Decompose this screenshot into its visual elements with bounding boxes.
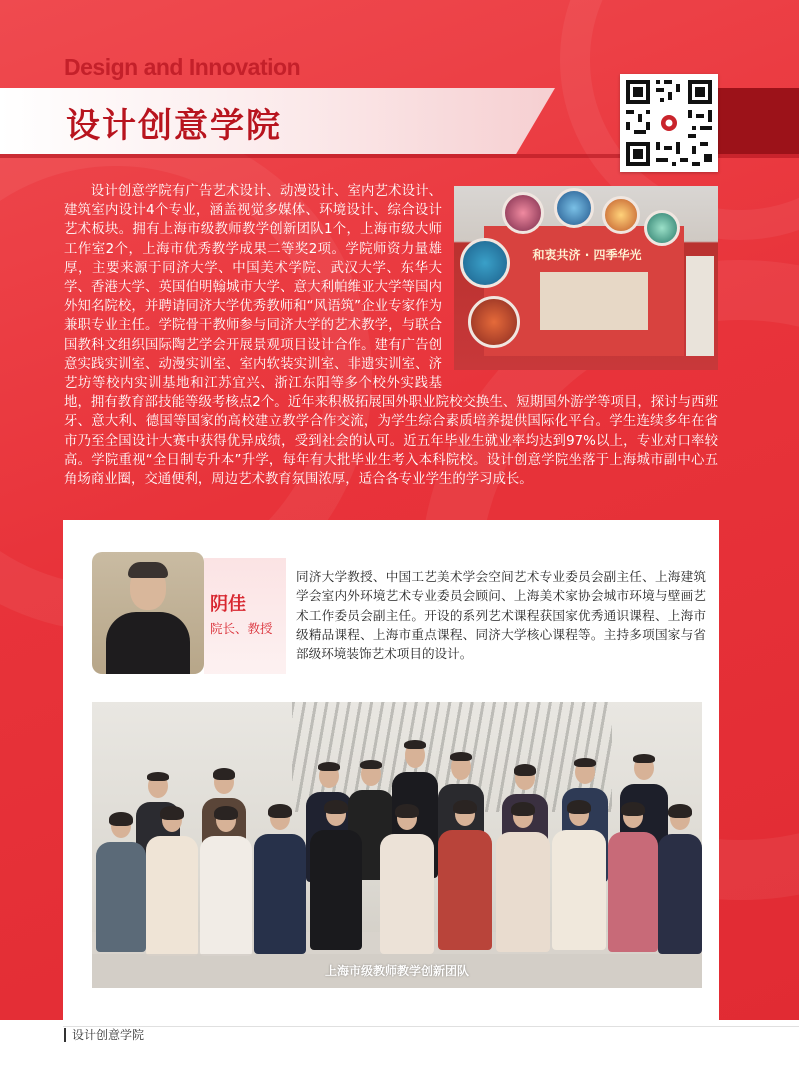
person: [96, 812, 146, 952]
person: [552, 800, 606, 950]
person: [146, 806, 198, 956]
person: [200, 806, 252, 956]
footer-divider: [63, 1026, 799, 1027]
english-title: Design and Innovation: [64, 54, 301, 80]
footer-label: 设计创意学院: [64, 1028, 144, 1042]
exhibition-banner-text: 和衷共济 · 四季华光: [532, 248, 642, 262]
dean-bio: 同济大学教授、中国工艺美术学会空间艺术专业委员会副主任、上海建筑学会室内外环境艺术专业委员会顾问、上海美术家协会城市环境与壁画艺术工作委员会副主任。开设的系列艺术课程获国家优秀通识课程、上海市级精品课程、上海市重点课程、同济大学核心课程等。主持多项国家与省部级环境装饰艺术项目的设计。: [296, 569, 706, 662]
group-photo: [92, 702, 702, 988]
person: [496, 802, 550, 952]
dean-name: 阴佳: [210, 594, 246, 615]
person: [380, 804, 434, 954]
dean-portrait: [92, 552, 204, 674]
header-dark-band: [705, 88, 799, 154]
exhibition-building-image: [454, 186, 718, 370]
person: [310, 800, 362, 950]
person: [608, 802, 658, 952]
qr-code-icon[interactable]: [620, 74, 718, 172]
exhibition-board: [540, 272, 648, 330]
window-panel: [686, 256, 714, 356]
artwork-plate: [602, 196, 640, 234]
exhibition-photo: [454, 186, 718, 370]
person: [254, 804, 306, 954]
person: [658, 804, 702, 954]
portrait-hair: [128, 562, 168, 578]
page-title: 设计创意学院: [66, 106, 282, 146]
name-tag-background: [204, 558, 286, 674]
artwork-plate: [502, 192, 544, 234]
artwork-plate: [554, 188, 594, 228]
group-photo-caption: 上海市级教师教学创新团队: [324, 964, 469, 978]
artwork-plate: [468, 296, 520, 348]
intro-section: [64, 182, 718, 489]
portrait-body: [106, 612, 190, 674]
artwork-plate: [460, 238, 510, 288]
person: [438, 800, 492, 950]
intro-paragraph: 设计创意学院有广告艺术设计、动漫设计、室内艺术设计、建筑室内设计4个专业，涵盖视觉多媒体、环境设计、综合设计艺术板块。拥有上海市级教师教学创新团队1个，上海市级大师工作室2个，上海市优秀教学成果二等奖2项。学院师资力量雄厚，主要来源于同济大学、中国美术学院、武汉大学、东华大学、香港大学、英国伯明翰城市大学、意大利帕维亚大学等国内外知名院校，并聘请同济大学优秀教师和“风语筑”企业专家作为兼职专业主任。学院骨干教师参与同济大学的艺术教学，与联合国教科文组织国际陶艺学会开展景观项目设计合作。建有广告创意实践实训室、动漫实训室、室内软装实训室、非遗实训室、济艺坊等校内实训基地和江苏宜兴、浙江东阳等多个校外实践基地，拥有教育部技能等级考核点2个。近年来积极拓展国外职业院校交换生、短期国外游学等项目，探讨与西班牙、意大利、德国等国家的高校建立教学合作交流，为学生综合素质培养提供国际化平台。学生连续多年在省市乃至全国设计大赛中获得优异成绩，受到社会的认可。近五年毕业生就业率均达到97%以上，专业对口率较高。学院重视“全日制专升本”升学，每年有大批毕业生考入本科院校。设计创意学院坐落于上海城市副中心五角场商业圈，交通便利，周边艺术教育氛围浓厚，适合各专业学生的学习成长。: [64, 184, 718, 488]
dean-role: 院长、教授: [210, 621, 273, 636]
artwork-plate: [644, 210, 680, 246]
